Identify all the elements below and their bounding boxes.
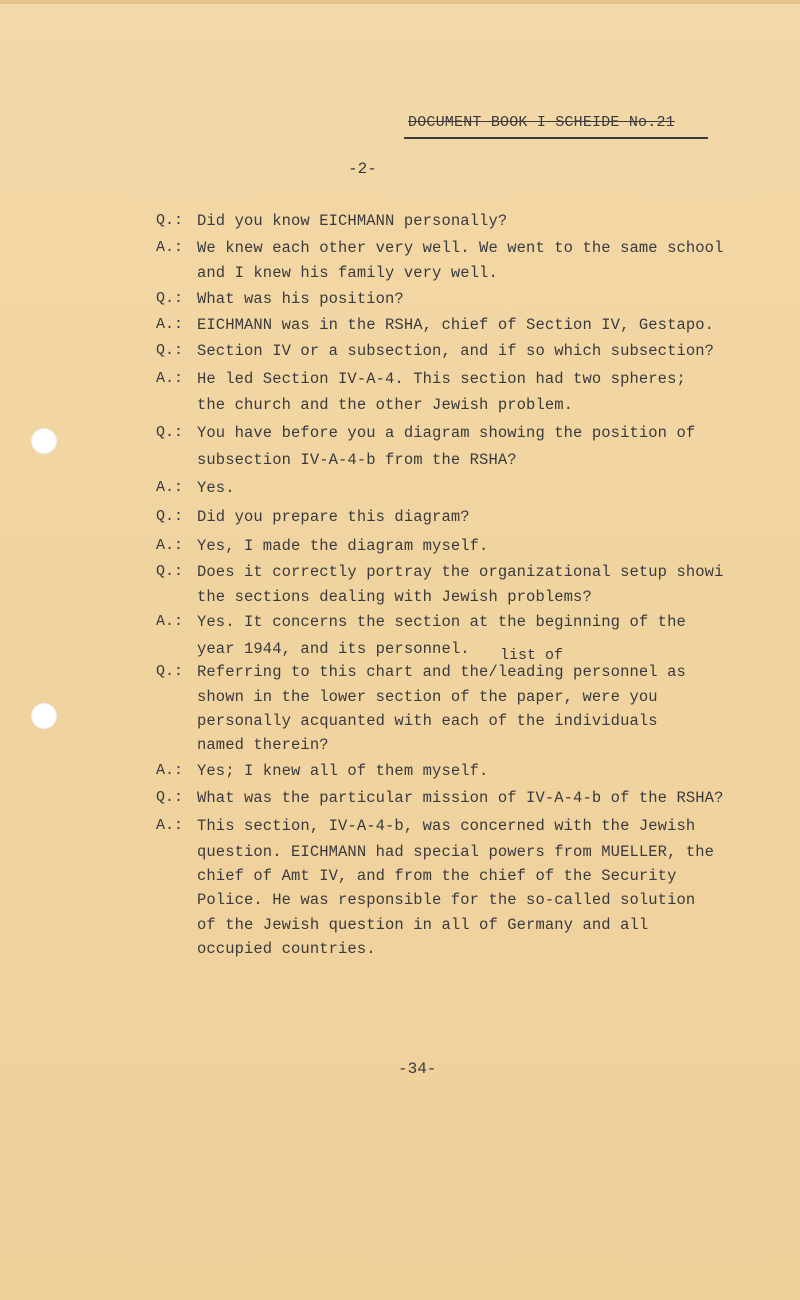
qa-text-line: named therein? bbox=[197, 736, 329, 754]
qa-text-line: subsection IV-A-4-b from the RSHA? bbox=[197, 451, 517, 469]
qa-text-line: He led Section IV-A-4. This section had two spheres; bbox=[197, 370, 686, 388]
qa-text-line: We knew each other very well. We went to the same school bbox=[197, 239, 724, 257]
qa-text-line: Did you prepare this diagram? bbox=[197, 508, 470, 526]
qa-label: A.: bbox=[156, 239, 184, 256]
qa-text-line: year 1944, and its personnel. bbox=[197, 640, 470, 658]
qa-label: Q.: bbox=[156, 563, 184, 580]
qa-text-line: Did you know EICHMANN personally? bbox=[197, 212, 508, 230]
qa-text-line: Yes, I made the diagram myself. bbox=[197, 537, 489, 555]
qa-text-line: shown in the lower section of the paper, were you bbox=[197, 688, 658, 706]
qa-label: Q.: bbox=[156, 663, 184, 680]
qa-label: A.: bbox=[156, 316, 184, 333]
qa-label: A.: bbox=[156, 762, 184, 779]
qa-text-line: Referring to this chart and the/leading personnel as bbox=[197, 663, 686, 681]
punch-hole bbox=[31, 703, 57, 729]
qa-text-line: Yes. bbox=[197, 479, 235, 497]
qa-text-line: chief of Amt IV, and from the chief of the Security bbox=[197, 867, 677, 885]
document-reference: DOCUMENT BOOK I SCHEIDE No.21 bbox=[408, 114, 675, 131]
qa-label: Q.: bbox=[156, 424, 184, 441]
qa-text-line: the church and the other Jewish problem. bbox=[197, 396, 574, 414]
qa-text-line: and I knew his family very well. bbox=[197, 264, 498, 282]
qa-text-line: Yes; I knew all of them myself. bbox=[197, 762, 489, 780]
qa-text-line: Police. He was responsible for the so-called solution bbox=[197, 891, 696, 909]
qa-text-line: occupied countries. bbox=[197, 940, 376, 958]
qa-label: Q.: bbox=[156, 789, 184, 806]
qa-label: A.: bbox=[156, 537, 184, 554]
qa-text-line: Section IV or a subsection, and if so which subsection? bbox=[197, 342, 715, 360]
qa-text-line: What was his position? bbox=[197, 290, 404, 308]
qa-label: A.: bbox=[156, 479, 184, 496]
qa-label: A.: bbox=[156, 370, 184, 387]
qa-label: Q.: bbox=[156, 342, 184, 359]
page-number-bottom: -34- bbox=[398, 1060, 437, 1078]
qa-label: A.: bbox=[156, 613, 184, 630]
page-top-edge bbox=[0, 0, 800, 4]
qa-text-line: Yes. It concerns the section at the beginning of the bbox=[197, 613, 686, 631]
header-underline bbox=[404, 137, 708, 139]
qa-text-line: You have before you a diagram showing the position of bbox=[197, 424, 696, 442]
qa-text-line: What was the particular mission of IV-A-4-b of the RSHA? bbox=[197, 789, 724, 807]
page-number-top: -2- bbox=[348, 160, 377, 178]
qa-label: Q.: bbox=[156, 508, 184, 525]
qa-label: Q.: bbox=[156, 212, 184, 229]
qa-text-line: question. EICHMANN had special powers from MUELLER, the bbox=[197, 843, 715, 861]
qa-text-line: personally acquanted with each of the individuals bbox=[197, 712, 658, 730]
qa-text-line: EICHMANN was in the RSHA, chief of Section IV, Gestapo. bbox=[197, 316, 715, 334]
qa-text-line: of the Jewish question in all of Germany and all bbox=[197, 916, 649, 934]
punch-hole bbox=[31, 428, 57, 454]
qa-text-line: Does it correctly portray the organizational setup showi bbox=[197, 563, 724, 581]
interlinear-insert: list of bbox=[500, 647, 564, 664]
qa-text-line: the sections dealing with Jewish problems? bbox=[197, 588, 592, 606]
qa-text-line: This section, IV-A-4-b, was concerned with the Jewish bbox=[197, 817, 696, 835]
qa-label: A.: bbox=[156, 817, 184, 834]
qa-label: Q.: bbox=[156, 290, 184, 307]
